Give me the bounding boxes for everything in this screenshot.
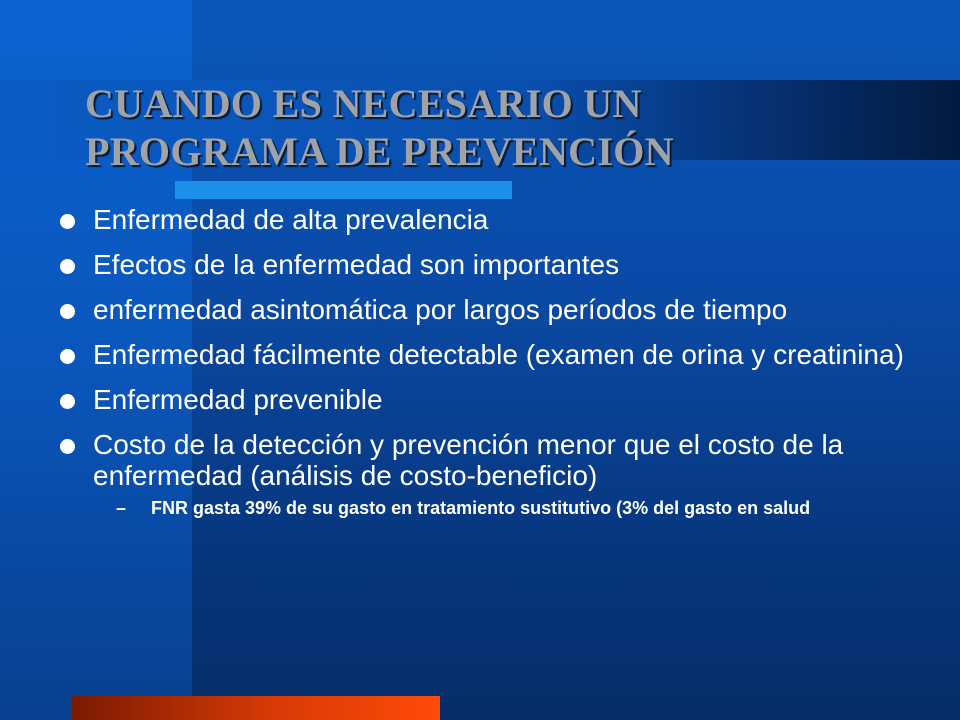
bullet-dot-icon	[60, 214, 75, 229]
bullet-dot-icon	[60, 394, 75, 409]
bullet-dot-icon	[60, 304, 75, 319]
bullet-item	[56, 204, 916, 235]
bullet-item	[56, 339, 916, 370]
bullet-list	[56, 204, 916, 519]
bullet-dot-icon	[60, 439, 75, 454]
bullet-item	[56, 384, 916, 415]
bullet-text: Enfermedad prevenible	[93, 384, 383, 415]
bullet-text: Costo de la detección y prevención menor que el costo de la enfermedad (análisis de costo-beneficio)	[93, 429, 844, 491]
slide-title-line-2: PROGRAMA DE PREVENCIÓN	[85, 129, 674, 174]
bullet-item	[56, 429, 916, 491]
bullet-item	[56, 294, 916, 325]
bullet-text: enfermedad asintomática por largos períodos de tiempo	[93, 294, 788, 325]
bullet-text: Enfermedad fácilmente detectable (examen de orina y creatinina)	[93, 339, 904, 370]
accent-line	[175, 181, 512, 199]
bullet-text: Enfermedad de alta prevalencia	[93, 204, 489, 235]
slide-title	[85, 80, 945, 176]
slide-title-line-1: CUANDO ES NECESARIO UN	[85, 81, 642, 126]
bullet-dot-icon	[60, 259, 75, 274]
bullet-item	[56, 249, 916, 280]
dash-marker: –	[116, 498, 127, 518]
sub-bullet-item	[116, 497, 916, 519]
bullet-dot-icon	[60, 349, 75, 364]
bottom-accent-bar	[72, 696, 440, 720]
bullet-text: Efectos de la enfermedad son importantes	[93, 249, 620, 280]
sub-bullet-text: FNR gasta 39% de su gasto en tratamiento sustitutivo (3% del gasto en salud	[151, 498, 811, 518]
